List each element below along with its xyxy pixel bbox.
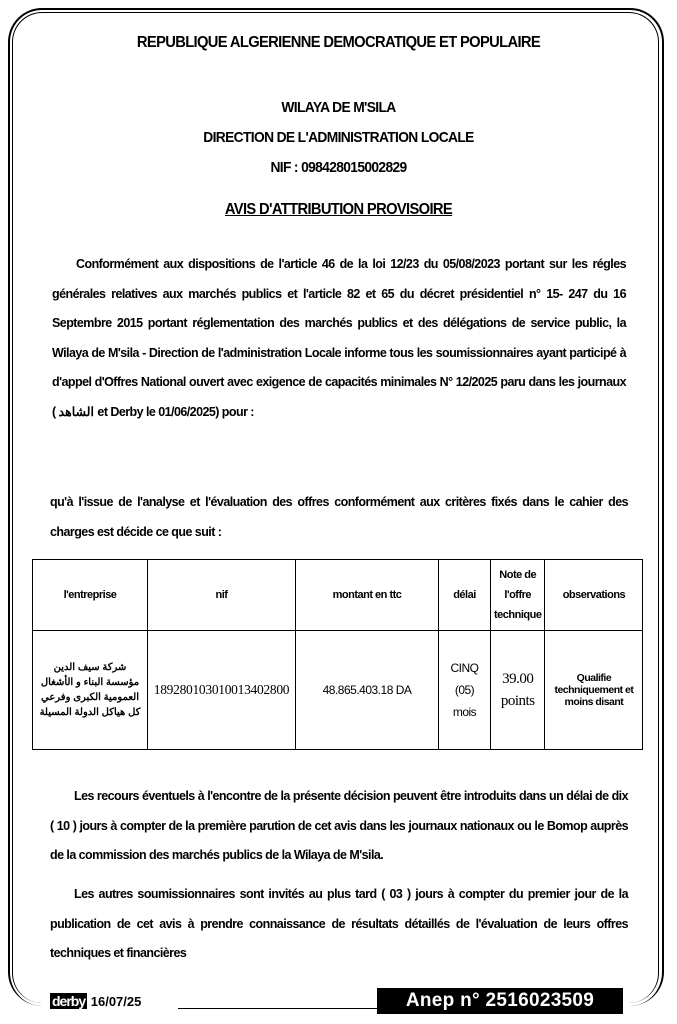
recours-paragraph — [50, 782, 628, 871]
col-nif: nif — [148, 560, 296, 631]
direction-heading: DIRECTION DE L'ADMINISTRATION LOCALE — [203, 129, 474, 146]
autres-text: Les autres soumissionnaires sont invités au plus tard ( 03 ) jours à compter du premier jour de la publication de cet avis à prendre connaissance de résultats détaillés de l'évaluation de leurs offres techniques et financières — [50, 887, 628, 960]
cell-entreprise: شركة سيف الدين مؤسسة البناء و الأشغال العمومية الكبرى وفرعي كل هياكل الدولة المسيلة — [33, 631, 148, 750]
col-montant: montant en ttc — [296, 560, 439, 631]
decision-paragraph — [50, 488, 628, 547]
publication-date: 16/07/25 — [90, 994, 142, 1009]
derby-logo: derby — [52, 993, 86, 1009]
cell-delai: CINQ (05) mois — [439, 631, 491, 750]
col-observations: observations — [545, 560, 643, 631]
col-note: Note de l'offre technique — [491, 560, 545, 631]
decision-text: qu'à l'issue de l'analyse et l'évaluation des offres conformément aux critères fixés dans le cahier des charges est décide ce que suit : — [50, 495, 628, 539]
intro-text: Conformément aux dispositions de l'article 46 de la loi 12/23 du 05/08/2023 portant sur les régles générales relatives aux marchés publics et l'article 82 et 65 du décret présidentiel n° 15- 247 du 16 Septembre 2015 portant réglementation des marchés publics et des délégations de service public, la Wilaya de M'sila - Direction de l'administration Locale informe tous les soumissionnaires ayant participé à d'appel d'Offres National ouvert avec exigence de capacités minimales N° 12/2025 paru dans les journaux ( الشاهد et Derby le 01/06/2025) pour : — [52, 257, 626, 419]
nif-heading: NIF : 098428015002829 — [270, 159, 407, 176]
cell-observations: Qualifie techniquement et moins disant — [545, 631, 643, 750]
cell-nif: 189280103010013402800 — [148, 631, 296, 750]
autres-paragraph — [50, 880, 628, 969]
notice-title-text: AVIS D'ATTRIBUTION PROVISOIRE — [224, 201, 453, 218]
cell-montant: 48.865.403.18 DA — [296, 631, 439, 750]
col-delai: délai — [439, 560, 491, 631]
republic-heading: REPUBLIQUE ALGERIENNE DEMOCRATIQUE ET POPULAIRE — [136, 34, 541, 51]
wilaya-heading: WILAYA DE M'SILA — [281, 99, 396, 116]
cell-note: 39.00 points — [491, 631, 545, 750]
newspaper-stamp — [50, 993, 141, 1009]
footer-divider — [178, 1008, 377, 1009]
anep-number: Anep n° 2516023509 — [377, 988, 623, 1014]
col-entreprise: l'entreprise — [33, 560, 148, 631]
recours-text: Les recours éventuels à l'encontre de la présente décision peuvent être introduits dans un délai de dix ( 10 ) jours à compter de la première parution de cet avis dans les journaux nationaux ou le Bomop auprès de la commission des marchés publics de la Wilaya de M'sila. — [50, 789, 628, 862]
attribution-table — [32, 559, 643, 750]
intro-paragraph — [52, 250, 626, 427]
table-row — [33, 631, 643, 750]
notice-title — [27, 201, 650, 219]
table-header-row — [33, 560, 643, 631]
